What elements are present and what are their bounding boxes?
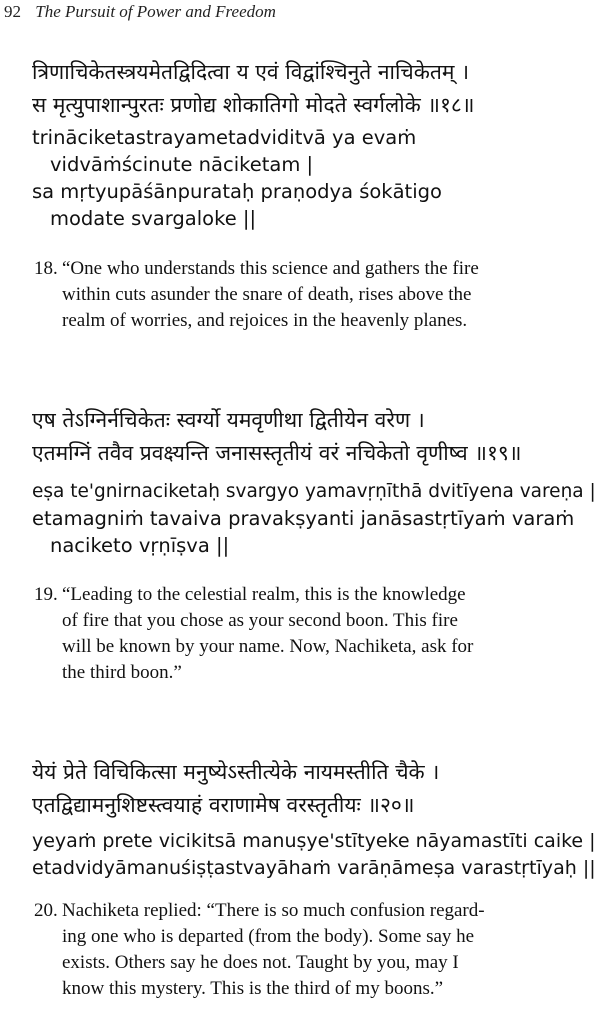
devanagari-line: स मृत्युपाशान्पुरतः प्रणोद्य शोकातिगो मोदते स्वर्गलोके ॥१८॥ (32, 93, 475, 117)
transliteration-line: etamagniṁ tavaiva pravakṣyanti janāsastṛtīyaṁ varaṁ (32, 507, 575, 530)
devanagari-verse-19 (32, 404, 521, 470)
devanagari-line: एष तेऽग्निर्नचिकेतः स्वर्ग्यो यमवृणीथा द्वितीयेन वरेण । (32, 408, 425, 432)
devanagari-verse-18 (32, 56, 474, 122)
transliteration-verse-19 (32, 478, 596, 559)
transliteration-line: etadvidyāmanuśiṣṭastvayāhaṁ varāṇāmeṣa varastṛtīyaḥ || (32, 857, 596, 879)
transliteration-verse-20 (32, 828, 596, 882)
transliteration-line: vidvāṁścinute nāciketam | (50, 153, 314, 176)
translation-verse-18 (34, 256, 554, 334)
translation-line: the third boon.” (62, 662, 182, 683)
devanagari-line: येयं प्रेते विचिकित्सा मनुष्येऽस्तीत्येके नायमस्तीति चैके । (32, 760, 440, 784)
translation-line: within cuts asunder the snare of death, rises above the (62, 284, 472, 305)
devanagari-line: एतद्विद्यामनुशिष्टस्त्वयाहं वराणामेष वरस्तृतीयः ॥२०॥ (32, 793, 415, 817)
transliteration-line: sa mṛtyupāśānpurataḥ praṇodya śokātigo (32, 180, 442, 203)
transliteration-line: yeyaṁ prete vicikitsā manuṣye'stītyeke nāyamastīti caike | (32, 830, 596, 852)
devanagari-verse-20 (32, 756, 439, 822)
translation-line: exists. Others say he does not. Taught by you, may I (62, 952, 459, 973)
transliteration-line: eṣa te'gnirnaciketaḥ svargyo yamavṛṇīthā dvitīyena vareṇa | (32, 481, 596, 502)
translation-verse-20 (34, 898, 554, 1002)
translation-line: know this mystery. This is the third of my boons.” (62, 978, 444, 999)
verse-number: 20. (34, 900, 58, 921)
running-head (4, 2, 276, 22)
translation-verse-19 (34, 582, 554, 686)
verse-number: 19. (34, 584, 58, 605)
translation-line: will be known by your name. Now, Nachiketa, ask for (62, 636, 474, 657)
transliteration-verse-18 (32, 124, 442, 232)
transliteration-line: modate svargaloke || (50, 207, 257, 230)
translation-line: Nachiketa replied: “There is so much confusion regard- (62, 900, 485, 921)
translation-line: ing one who is departed (from the body). Some say he (62, 926, 475, 947)
translation-line: of fire that you chose as your second boon. This fire (62, 610, 458, 631)
translation-line: “Leading to the celestial realm, this is the knowledge (62, 584, 466, 605)
translation-line: “One who understands this science and gathers the fire (62, 258, 479, 279)
translation-line: realm of worries, and rejoices in the heavenly planes. (62, 310, 468, 331)
devanagari-line: त्रिणाचिकेतस्त्रयमेतद्विदित्वा य एवं विद्वांश्चिनुते नाचिकेतम् । (32, 60, 470, 84)
devanagari-line: एतमग्निं तवैव प्रवक्ष्यन्ति जनासस्तृतीयं वरं नचिकेतो वृणीष्व ॥१९॥ (32, 441, 522, 465)
transliteration-line: naciketo vṛṇīṣva || (50, 534, 230, 557)
verse-number: 18. (34, 258, 58, 279)
book-title: The Pursuit of Power and Freedom (35, 2, 276, 21)
page-number: 92 (4, 2, 21, 21)
transliteration-line: trināciketastrayametadviditvā ya evaṁ (32, 126, 417, 149)
